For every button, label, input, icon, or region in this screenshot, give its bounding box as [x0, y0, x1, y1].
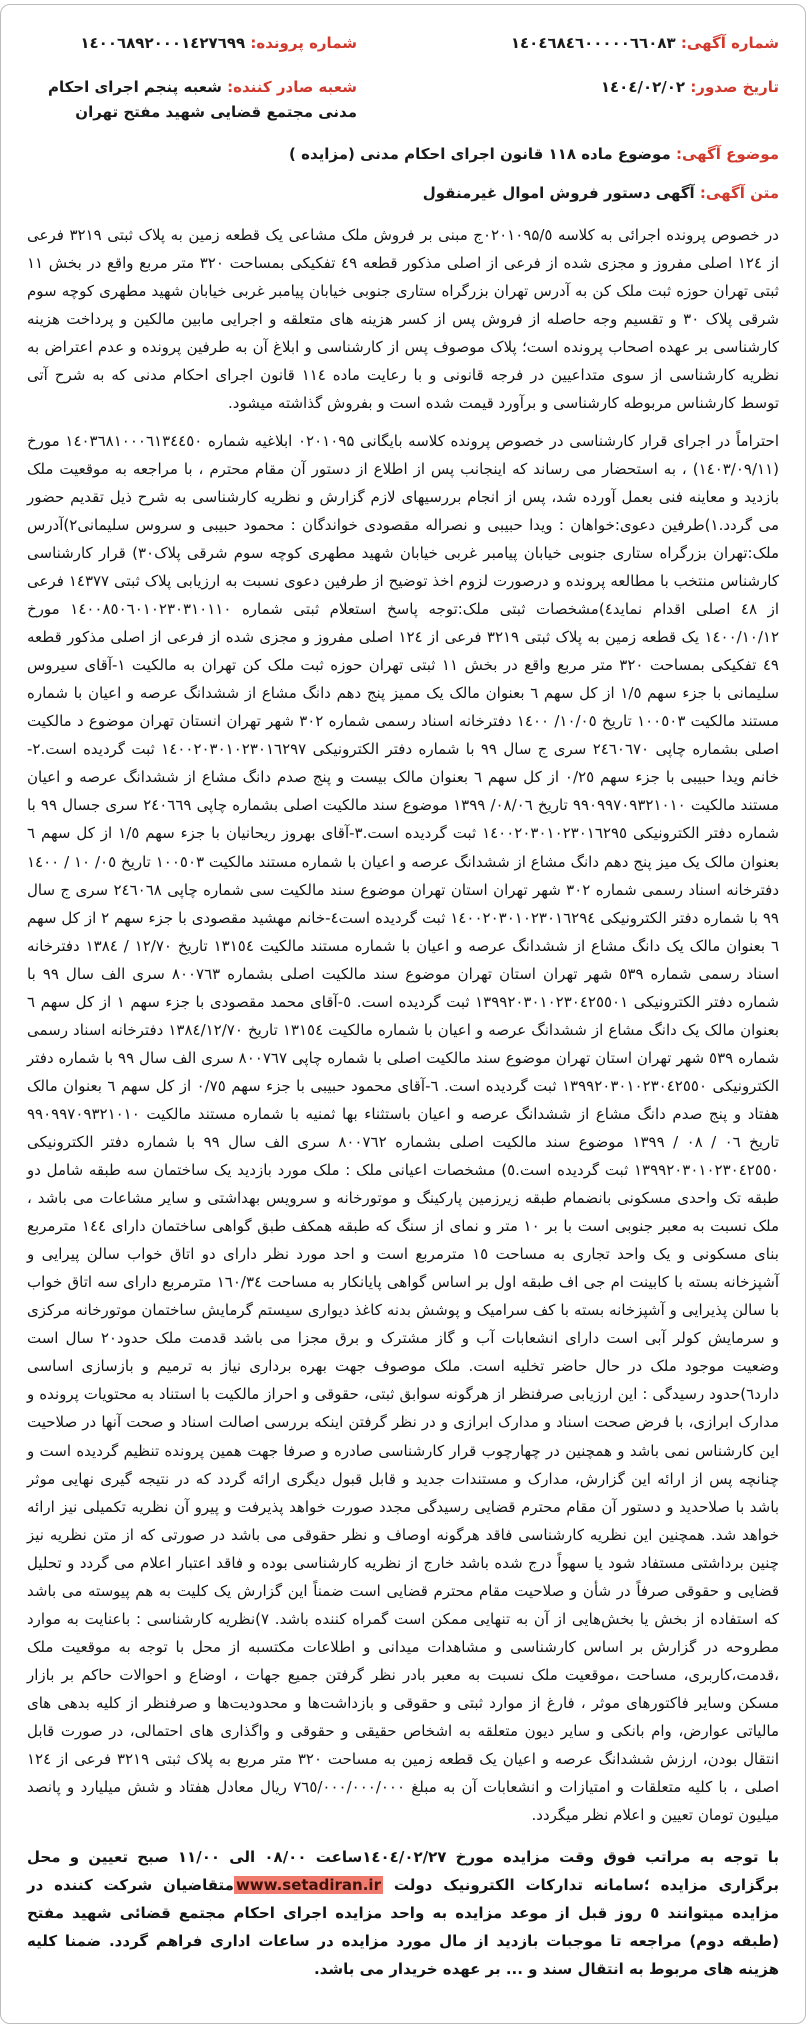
notice-body-title-value: آگهی دستور فروش اموال غیرمنقول [422, 184, 695, 202]
case-number [27, 31, 357, 57]
issuing-branch-label: شعبه صادر کننده: [227, 77, 357, 96]
notice-body-title [27, 181, 779, 207]
setadiran-url-link[interactable]: www.setadiran.ir [235, 1876, 381, 1895]
auction-details-before-url: با توجه به مراتب فوق وقت مزایده مورخ ۱٤۰٤/۰۲/۲۷ساعت ۰۸/۰۰ الی ۱۱/۰۰ صبح تعیین و محل برگزاری مزایده ؛سامانه تدارکات الکترونیک دولت [27, 1848, 779, 1895]
notice-subject-value: موضوع ماده ۱۱۸ قانون اجرای احکام مدنی (مزایده ) [289, 144, 671, 163]
auction-details-after-url: متقاضیان شرکت کننده در مزایده میتوانند ٥ روز قبل از موعد مزایده به واحد مزایده اجرای احکام مجتمع قضائی شهید مفتح (طبقه دوم) مراجعه تا موجبات بازدید از مال مورد مزایده در ساعات اداری فراهم گردد. ضمنا کلیه هزینه های مربوط به انتقال سند و ... بر عهده خریدار می باشد. [27, 1876, 779, 1979]
document-header [27, 31, 779, 126]
issuing-branch-value: شعبه پنجم اجرای احکام مدنی مجتمع قضایی شهید مفتح تهران [48, 77, 357, 121]
case-number-value: ۱٤۰۰٦۸۹۲۰۰۰۱٤۲۷٦۹۹ [80, 34, 246, 52]
notice-number [375, 31, 779, 57]
notice-number-value: ۱٤۰٤٦۸٤٦۰۰۰۰۰٦٦۰۸۳ [510, 34, 676, 52]
paragraph-case-summary: در خصوص پرونده اجرائی به کلاسه ۰۲۰۱۰۹۵/٥ج مبنی بر فروش ملک مشاعی یک قطعه زمین به پلاک ثبتی ۳۲۱۹ فرعی از ۱۲٤ اصلی مفروز و مجزی شده از فرعی از اصلی مذکور قطعه ٤۹ تفکیکی بمساحت ۳۲۰ متر مربع واقع در بخش ۱۱ ثبتی تهران حوزه ثبت ملک کن به آدرس تهران بزرگراه ستاری جنوبی خیابان پیامبر غربی خیابان شهید مطهری کوچه سوم شرقی پلاک ۳۰ و تقسیم وجه حاصله از فروش پس از کسر هزینه های متعلقه و اجرایی مابین مالکین و پرداخت هزینه کارشناسی بر عهده اصحاب پرونده است؛ پلاک موصوف پس از کارشناسی و ابلاغ آن به طرفین پرونده و عدم اعتراض به نظریه کارشناسی از سوی متداعیین در فرجه قانونی و با رعایت ماده ۱۱٤ قانون اجرای احکام مدنی که به شرح آتی توسط کارشناس مربوطه کارشناسی و برآورد قیمت شده است و بفروش گذاشته میشود. [27, 225, 779, 412]
case-number-label: شماره پرونده: [250, 34, 357, 52]
notice-subject-label: موضوع آگهی: [675, 144, 779, 163]
issue-date [375, 75, 779, 126]
notice-body-text [27, 221, 779, 1984]
paragraph-auction-details [27, 1843, 779, 1983]
issue-date-value: ۱٤۰٤/۰۲/۰۲ [600, 77, 686, 96]
paragraph-expert-report: احتراماً در اجرای قرار کارشناسی در خصوص پرونده کلاسه بایگانی ۰۲۰۱۰۹۵ ابلاغیه شماره ۱٤۰۳٦۸۱۰۰۰٦۱۳٤٤٥۰ مورخ (۱٤۰۳/۰۹/۱۱) ، به استحضار می رساند که اینجانب پس از اطلاع از دستور آن مقام محترم ، با مراجعه به موقعیت ملک بازدید و معاینه فنی بعمل آورده شد، پس از انجام بررسیهای لازم گزارش و نظریه کارشناسی به شرح ذیل تقدیم حضور می گردد.۱)طرفین دعوی:خواهان : ویدا حبیبی و نصراله مقصودی خواندگان : محمود حبیبی و سروس سلیمانی۲)آدرس ملک:تهران بزرگراه ستاری جنوبی خیابان پیامبر غربی خیابان شهید مطهری کوچه سوم شرقی پلاک۳۰) قرار کارشناسی کارشناس منتخب با مطالعه پرونده و درصورت لزوم اخذ توضیح از طرفین دعوی نسبت به ارزیابی پلاک ثبتی ۱٤۳۷۷ فرعی از ٤۸ اصلی اقدام نماید٤)مشخصات ثبتی ملک:توجه پاسخ استعلام ثبتی شماره ۱٤۰۰۸٥۰٦۰۱۰۲۳۰۳۱۰۱۱۰ مورخ ۱٤۰۰/۱۰/۱۲ یک قطعه زمین به پلاک ثبتی ۳۲۱۹ فرعی از ۱۲٤ اصلی مفروز و مجزی شده از فرعی از اصلی مذکور قطعه ٤۹ تفکیکی بمساحت ۳۲۰ متر مربع واقع در بخش ۱۱ ثبتی تهران حوزه ثبت ملک کن تهران به مالکیت ۱-آقای سیروس سلیمانی با جزء سهم ۱/٥ از کل سهم ٦ بعنوان مالک یک ممیز پنج دهم دانگ مشاع از ششدانگ عرصه و اعیان با شماره مستند مالکیت ۱۰۰٥۰۳ تاریخ ۱۰/۰٥/ ۱٤۰۰ دفترخانه اسناد رسمی شماره ۳۰۲ شهر تهران انستان تهران موضوع د مالکیت اصلی بشماره چاپی ۲٤٦۰٦۷۰ سری ج سال ۹۹ با شماره دفتر الکترونیکی ۱٤۰۰۲۰۳۰۱۰۲۳۰۱٦۲۹۷ ثبت گردیده است.۲- خانم ویدا حبیبی با جزء سهم ۰/۲٥ از کل سهم ٦ بعنوان مالک بیست و پنج صدم دانگ مشاع از ششدانگ عرصه و اعیان مستند مالکیت ۹۹۰۹۹۷۰۹۳۲۱۰۱۰ تاریخ ۰۸/۰٦/ ۱۳۹۹ موضوع سند مالکیت اصلی بشماره چاپی ۲٤۰٦٦۹ سری جسال ۹۹ با شماره دفتر الکترونیکی ۱٤۰۰۲۰۳۰۱۰۲۳۰۱٦۲۹٥ ثبت گردیده است.۳-آقای بهروز ریحانیان با جزء سهم ۱/٥ از کل سهم ٦ بعنوان مالک یک میز پنج دهم دانگ مشاع از ششدانگ عرصه و اعیان با شماره مستند مالکیت ۱۰۰٥۰۳ تاریخ ۰٥/ ۱۰ / ۱٤۰۰ دفترخانه اسناد رسمی شماره ۳۰۲ شهر تهران استان تهران موضوع سند مالکیت سی شماره چاپی ۲٤٦۰٦۸ سری ج سال ۹۹ با شماره دفتر الکترونیکی ۱٤۰۰۲۰۳۰۱۰۲۳۰۱٦۲۹٤ ثبت گردیده است٤-خانم مهشید مقصودی با جزء سهم ۲ از کل سهم ٦ بعنوان مالک یک دانگ مشاع از ششدانگ عرصه و اعیان با شماره مستند مالکیت ۱۳۱٥٤ تاریخ ۱۲/۷۰ / ۱۳۸٤ دفترخانه اسناد رسمی شماره ٥۳۹ شهر تهران استان تهران موضوع سند مالکیت اصلی بشماره ۸۰۰۷٦۳ سری الف سال ۹۹ با شماره دفتر الکترونیکی ۱۳۹۹۲۰۳۰۱۰۲۳۰٤۲٥٥۰۱ ثبت گردیده است. ٥-آقای محمد مقصودی با جزء سهم ۱ از کل سهم ٦ بعنوان مالک یک دانگ مشاع از ششدانگ عرصه و اعیان با شماره مالکیت ۱۳۱٥٤ تاریخ ۱۳۸٤/۱۲/۷۰ دفترخانه اسناد رسمی شماره ٥۳۹ شهر تهران استان تهران موضوع سند مالکیت اصلی با شماره چاپی ۸۰۰۷٦۷ سری الف سال ۹۹ با شماره دفتر الکترونیکی ۱۳۹۹۲۰۳۰۱۰۲۳۰٤۲٥٥۰ ثبت گردیده است. ٦-آقای محمود حبیبی با جزء سهم ۰/۷٥ از کل سهم ٦ بعنوان مالک هفتاد و پنج صدم دانگ مشاع از ششدانگ عرصه و اعیان باستثناء بها ثمنیه با شماره مستند مالکیت ۹۹۰۹۹۷۰۹۳۲۱۰۱۰ تاریخ ۰٦ / ۰۸ / ۱۳۹۹ موضوع سند مالکیت اصلی بشماره ۸۰۰۷٦۲ سری الف سال ۹۹ با شماره دفتر الکترونیکی ۱۳۹۹۲۰۳۰۱۰۲۳۰٤۲٥٥۰ ثبت گردیده است.٥) مشخصات اعیانی ملک : ملک مورد بازدید یک ساختمان سه طبقه شامل دو طبقه تک واحدی مسکونی بانضمام طبقه زیرزمین پارکینگ و موتورخانه و سرویس بهداشتی و سایر مشاعات می باشد ، ملک نسبت به معبر جنوبی است با بر ۱۰ متر و نمای از سنگ که طبقه همکف طبق گواهی ساختمان دارای ۱٤٤ مترمربع بنای مسکونی و یک واحد تجاری به مساحت ۱٥ مترمربع است و احد مورد نظر دارای دو اتاق خواب سالن پیرایی و آشپزخانه بسته با کابینت ام جی اف طبقه اول بر اساس گواهی پایانکار به مساحت ۱٦۰/۳٤ مترمربع دارای سه اتاق خواب با سالن پذیرایی و آشپزخانه بسته با کف سرامیک و پوشش بدنه کاغذ دیواری سیستم گرمایش ساختمان موتورخانه مرکزی و سرمایش کولر آبی است دارای انشعابات آب و گاز مشترک و برق مجزا می باشد قدمت ملک حدود۲۰ سال است وضعیت موجود ملک در حال حاضر تخلیه است. ملک موصوف جهت بهره برداری نیاز به ترمیم و بازسازی اساسی دارد٦)حدود رسیدگی : این ارزیابی صرفنظر از هرگونه سوابق ثبتی، حقوقی و احراز مالکیت با استناد به محتویات پرونده و مدارک ابرازی، با فرض صحت اسناد و مدارک ابرازی و در نظر گرفتن اینکه بررسی اصالت اسناد و صحت آنها در صلاحیت این کارشناس نمی باشد و همچنین در چهارچوب قرار کارشناسی صادره و صرفا جهت همین پرونده تنظیم گردیده است و چنانچه پس از ارائه این گزارش، مدارک و مستندات جدید و قابل قبول دیگری ارائه گردد که در نتیجه گیری نهایی موثر باشد با صلاحدید و دستور آن مقام محترم قضایی رسیدگی مجدد صورت خواهد پذیرفت و پیرو آن نظریه تکمیلی نیز ارائه خواهد شد. همچنین این نظریه کارشناسی فاقد هرگونه اوصاف و نظر حقوقی می باشد در صورتی که از متن نظریه نیز چنین برداشتی مستفاد شود یا سهواً درج شده باشد خارج از نظریه کارشناسی بوده و فاقد اعتبار اعلام می گردد و تحلیل قضایی و حقوقی صرفاً در شأن و صلاحیت مقام محترم قضایی است ضمناً این گزارش یک کلیت به هم پیوسته می باشد که استفاده از بخش یا بخش‌هایی از آن به تنهایی ممکن است گمراه کننده باشد. ۷)نظریه کارشناسی : باعنایت به موارد مطروحه در گزارش بر اساس کارشناسی و مشاهدات میدانی و اطلاعات مکتسبه از محل با توجه به موقعیت ملک ،قدمت،کاربری، مساحت ،موقعیت ملک نسبت به معبر بادر نظر گرفتن جمیع جهات ، اوضاع و احوالات حاکم بر بازار مسکن وسایر فاکتورهای موثر ، فارغ از موارد ثبتی و حقوقی و بازداشت‌ها و محدودیت‌ها و صرفنظر از کلیه بدهی های مالیاتی عوارض، وام بانکی و سایر دیون متعلقه به اشخاص حقیقی و حقوقی و واگذاری های احتمالی، در صورت قابل انتقال بودن، ارزش ششدانگ عرصه و اعیان یک قطعه زمین به مساحت ۳۲۰ متر مربع به پلاک ثبتی ۳۲۱۹ فرعی از ۱۲٤ اصلی ، با کلیه متعلقات و امتیازات و انشعابات آن به مبلغ ۷٦٥/۰۰۰/۰۰۰/۰۰۰ ریال معادل هفتاد و شش میلیارد و پانصد میلیون تومان تعیین و اعلام نظر میگردد. [27, 431, 780, 1825]
issue-date-label: تاریخ صدور: [690, 77, 779, 96]
issuing-branch [27, 75, 357, 126]
notice-body-label: متن آگهی: [699, 184, 779, 202]
document-page [0, 4, 806, 2024]
notice-subject [27, 142, 779, 168]
notice-number-label: شماره آگهی: [680, 34, 779, 52]
